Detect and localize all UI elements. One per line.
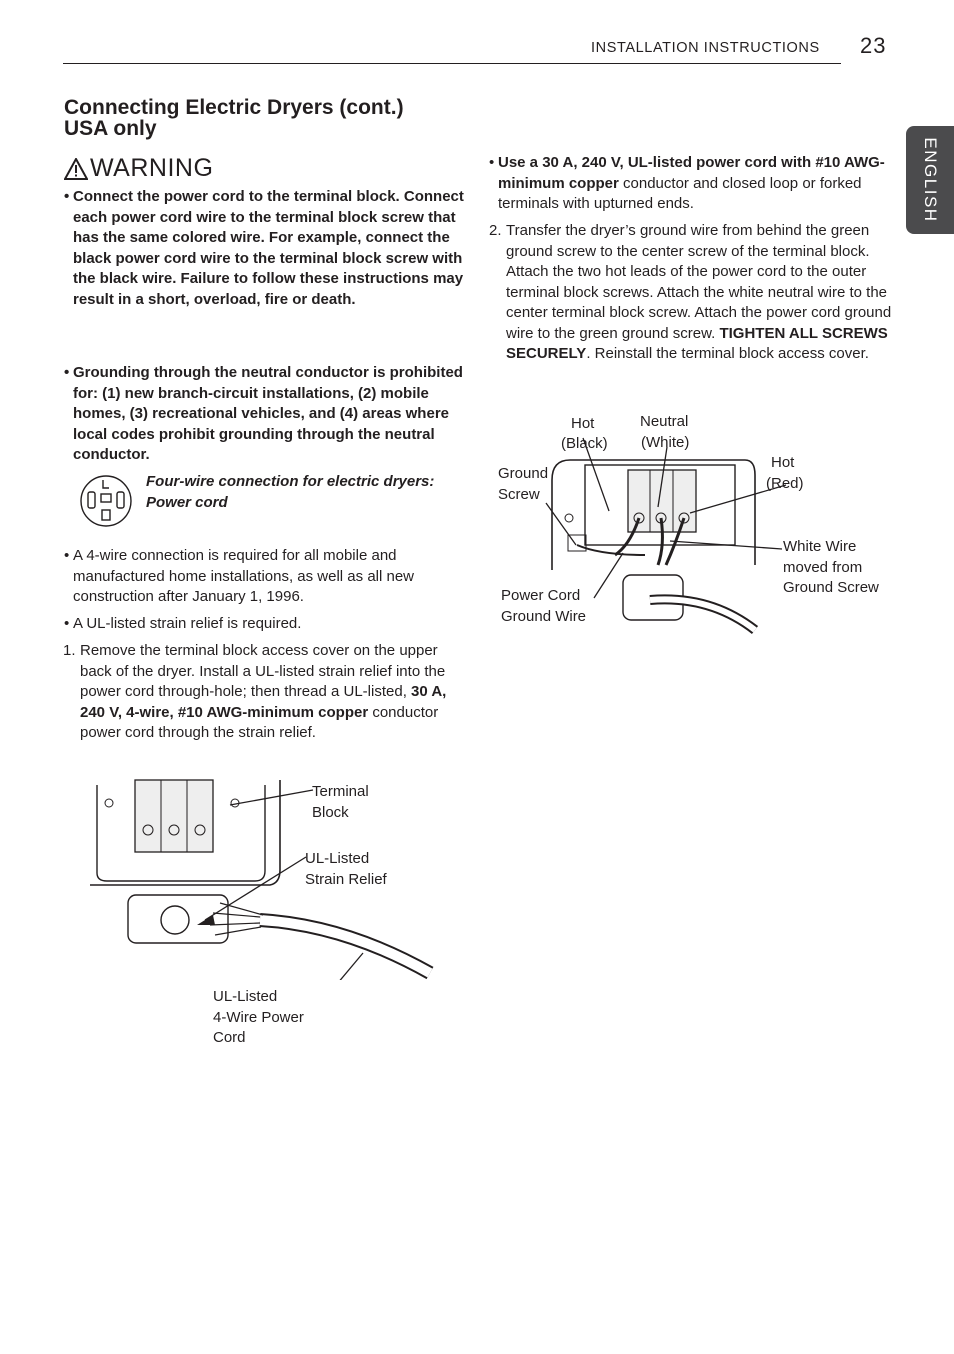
label-strain-relief: UL-Listed Strain Relief bbox=[305, 850, 387, 888]
label-neutral-color: (White) bbox=[641, 434, 690, 451]
label-neutral: Neutral bbox=[640, 413, 689, 430]
label-hot-red-color: (Red) bbox=[766, 475, 804, 492]
warning-heading bbox=[64, 154, 213, 183]
label-power-cord: UL-Listed 4-Wire Power Cord bbox=[213, 988, 304, 1046]
step-1: 1. Remove the terminal block access cover on the upper back of the dryer. Install a UL-listed strain relief into the power cord through-hole; then thread a UL-listed, 30 A, 240 V, 4-wire, #10 AWG-minimum copper conductor power cord through the strain relief. bbox=[63, 642, 447, 741]
bullet-strain-relief: • A UL-listed strain relief is required. bbox=[64, 615, 302, 632]
label-power-cord-ground: Power Cord Ground Wire bbox=[501, 587, 587, 625]
language-tab-label: ENGLISH bbox=[921, 137, 940, 223]
label-terminal-block: Terminal Block bbox=[312, 783, 369, 821]
label-white-wire: White Wire moved from Ground Screw bbox=[783, 538, 879, 596]
warning-bullet-1: • Connect the power cord to the terminal block. Connect each power cord wire to the terminal block screw that has the same colored wire. For example, connect the black power cord wire to the terminal block screw with the black wire. Failure to follow these instructions may result in a short, overload, fire or death. bbox=[64, 188, 464, 308]
bullet-4-wire: • A 4-wire connection is required for all mobile and manufactured home installations, as well as all new construction after January 1, 1996. bbox=[64, 547, 415, 605]
four-wire-plug-icon bbox=[79, 475, 135, 529]
warning-label: WARNING bbox=[90, 154, 214, 182]
warning-bullet-2: • Grounding through the neutral conductor is prohibited for: (1) new branch-circuit installations, (2) mobile homes, (3) recreational vehicles, and (4) areas where local codes prohibit grounding through the neutral conductor. bbox=[64, 364, 463, 463]
plug-caption: Four-wire connection for electric dryers: Power cord bbox=[146, 473, 435, 511]
label-hot-black-color: (Black) bbox=[561, 435, 608, 452]
warning-triangle-icon bbox=[64, 158, 88, 180]
label-ground-screw: Ground Screw bbox=[498, 465, 549, 503]
header-rule bbox=[63, 63, 841, 64]
bullet-power-cord: • Use a 30 A, 240 V, UL-listed power cord with #10 AWG-minimum copper conductor and closed loop or forked terminals with upturned ends. bbox=[489, 154, 885, 212]
language-tab bbox=[906, 126, 954, 234]
title-line-1: Connecting Electric Dryers (cont.) bbox=[64, 96, 404, 119]
step-2: 2. Transfer the dryer’s ground wire from behind the green ground screw to the center screw of the terminal block. Attach the two hot leads of the power cord to the outer terminal block screws. Attach the white neutral wire to the center terminal block screw. Attach the power cord ground wire to the green ground screw. TIGHTEN ALL SCREWS SECURELY. Reinstall the terminal block access cover. bbox=[489, 222, 892, 362]
title-line-2: USA only bbox=[64, 117, 157, 140]
label-hot-black: Hot bbox=[571, 415, 595, 432]
header-section: INSTALLATION INSTRUCTIONS bbox=[591, 40, 820, 56]
page-title bbox=[64, 97, 404, 139]
label-hot-red: Hot bbox=[771, 454, 795, 471]
page-number: 23 bbox=[860, 33, 887, 58]
